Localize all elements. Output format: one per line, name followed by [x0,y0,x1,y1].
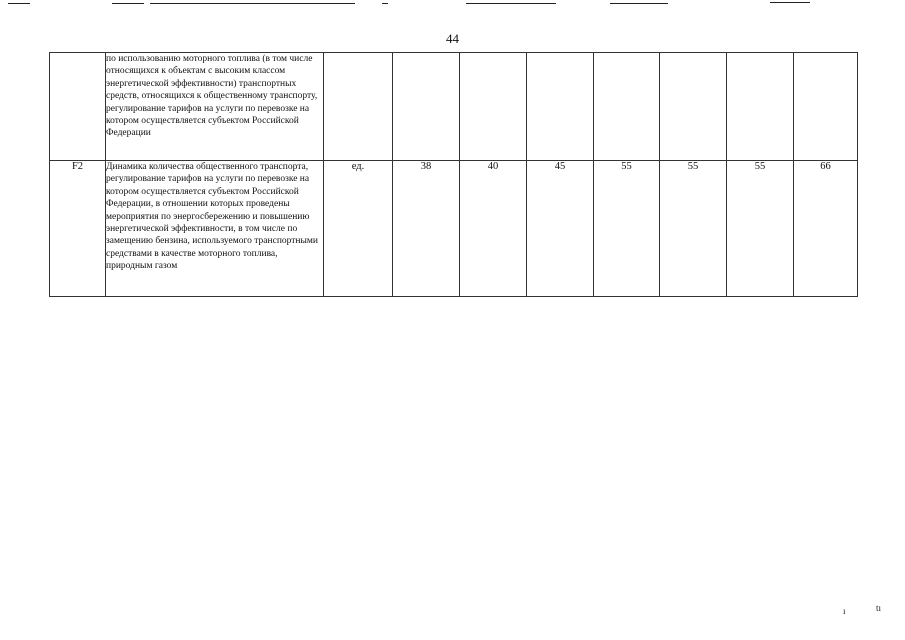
value-cell: 45 [527,161,594,297]
row-description: Динамика количества общественного транспорта, регулирование тарифов на услуги по перевозке на котором осуществляется субъектом Российской Федерации, в отношении которых проведены мероприятия по энергосбережению и повышению энергетической эффективности, в том числе по замещению бензина, используемого транспортными средствами в качестве моторного топлива, природным газом [106,161,324,297]
value-cell: 55 [660,161,727,297]
scan-mark: tı [876,603,882,613]
value-cell: 55 [594,161,660,297]
value-cell [794,53,858,161]
value-cell: 55 [727,161,794,297]
table-row [50,53,858,161]
indicator-table [49,52,858,297]
row-code: F2 [50,161,106,297]
scan-line [382,3,388,4]
scan-line [610,3,668,4]
scan-line [112,3,144,4]
page-number: 44 [446,31,459,46]
value-cell: 66 [794,161,858,297]
table-row [50,161,858,297]
value-cell: 38 [393,161,460,297]
value-cell [460,53,527,161]
value-cell [660,53,727,161]
row-unit: ед. [324,161,393,297]
scan-line [8,3,30,4]
value-cell [527,53,594,161]
row-unit [324,53,393,161]
scan-line [466,3,556,4]
value-cell [727,53,794,161]
scan-line [770,2,810,3]
scan-mark: ı [843,606,846,616]
row-code [50,53,106,161]
value-cell: 40 [460,161,527,297]
value-cell [594,53,660,161]
row-description: по использованию моторного топлива (в том числе относящихся к объектам с высоким классом энергетической эффективности) транспортных средств, относящихся к общественному транспорту, регулирование тарифов на услуги по перевозке на котором осуществляется субъектом Российской Федерации [106,53,324,161]
scan-line [150,3,355,4]
value-cell [393,53,460,161]
